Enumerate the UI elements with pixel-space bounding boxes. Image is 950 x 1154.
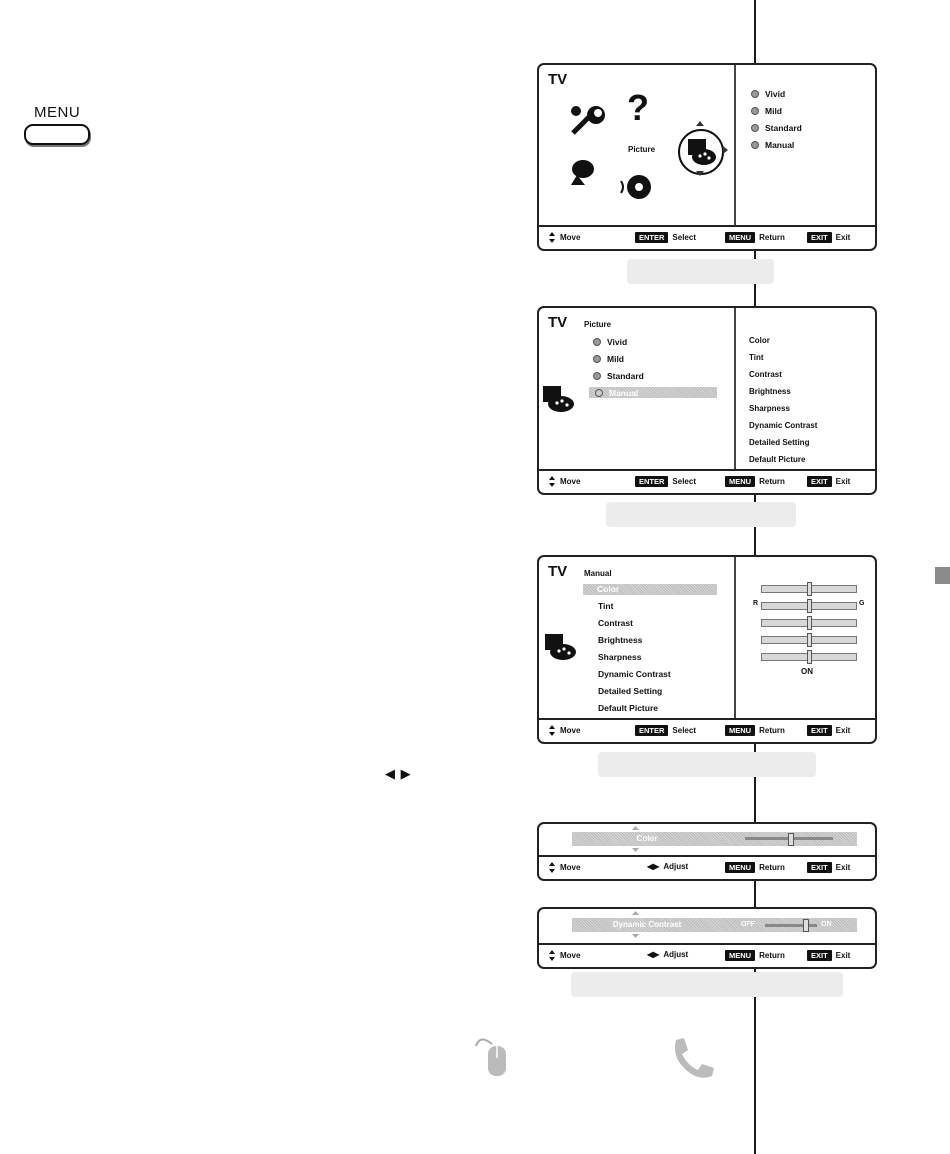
up-arrow-icon xyxy=(632,826,639,830)
list-item[interactable]: Dynamic Contrast xyxy=(749,421,818,430)
list-item[interactable]: Sharpness xyxy=(749,404,790,413)
menu-title: Manual xyxy=(584,569,612,578)
mouse-icon xyxy=(470,1034,512,1082)
switch-thumb[interactable] xyxy=(803,919,809,932)
osd-footer: Move ENTER Select MENU Return EXIT Exit xyxy=(539,469,875,493)
list-item[interactable]: Detailed Setting xyxy=(598,686,663,696)
list-item[interactable]: Contrast xyxy=(598,618,633,628)
tv-label: TV xyxy=(548,71,568,88)
setup-wrench-icon xyxy=(569,103,609,139)
tv-label: TV xyxy=(548,563,568,580)
tv-label: TV xyxy=(548,314,568,331)
brightness-slider xyxy=(761,636,857,644)
left-right-icon: ◀▶ xyxy=(647,862,660,871)
mode-item[interactable]: Vivid xyxy=(751,89,785,99)
menu-remote-button xyxy=(24,104,90,146)
list-item[interactable]: Default Picture xyxy=(749,455,806,464)
color-slider xyxy=(761,585,857,593)
caption-box xyxy=(571,972,843,997)
tint-left-label: R xyxy=(753,600,759,607)
mode-item[interactable]: Standard xyxy=(593,371,644,381)
osd-manual-menu xyxy=(537,555,877,744)
off-label: OFF xyxy=(741,921,755,928)
caption-box xyxy=(606,502,796,527)
audio-speaker-icon xyxy=(617,171,657,203)
mode-item[interactable]: Vivid xyxy=(593,337,627,347)
adjust-item-label: Color xyxy=(572,832,722,846)
mode-item[interactable]: Manual xyxy=(751,140,794,150)
dynamic-contrast-switch[interactable] xyxy=(721,918,857,932)
mode-item[interactable]: Mild xyxy=(593,354,624,364)
divider xyxy=(734,308,736,469)
list-item[interactable]: Default Picture xyxy=(598,703,658,713)
tint-slider xyxy=(761,602,857,610)
mode-item[interactable]: Standard xyxy=(751,123,802,133)
picture-icon-selected[interactable] xyxy=(678,129,724,175)
adjust-item-label: Dynamic Contrast xyxy=(572,918,722,932)
phone-icon xyxy=(668,1036,716,1082)
mode-item-selected[interactable]: Manual xyxy=(589,387,717,398)
osd-footer: Move ◀▶ Adjust MENU Return EXIT Exit xyxy=(539,855,875,879)
menu-button-shape xyxy=(24,124,90,145)
down-arrow-icon xyxy=(632,848,639,852)
satellite-dish-icon xyxy=(565,157,597,187)
list-item[interactable]: Tint xyxy=(598,601,614,611)
tint-right-label: G xyxy=(859,600,865,607)
down-arrow-icon xyxy=(632,934,639,938)
slider-thumb[interactable] xyxy=(788,833,794,846)
osd-color-adjust xyxy=(537,822,877,881)
osd-main-menu xyxy=(537,63,877,251)
caption-box xyxy=(598,752,816,777)
sharpness-slider xyxy=(761,653,857,661)
up-down-icon xyxy=(549,232,556,243)
osd-footer: Move ENTER Select MENU Return EXIT Exit xyxy=(539,718,875,742)
up-arrow-icon xyxy=(632,911,639,915)
list-item[interactable]: Brightness xyxy=(749,387,791,396)
list-item[interactable]: Dynamic Contrast xyxy=(598,669,671,679)
osd-dynamic-contrast-adjust xyxy=(537,907,877,969)
caption-box xyxy=(627,259,774,284)
osd-footer: Move ENTER Select MENU Return EXIT Exit xyxy=(539,225,875,249)
on-label: ON xyxy=(821,921,832,928)
picture-label: Picture xyxy=(628,145,656,154)
list-item[interactable]: Color xyxy=(749,336,770,345)
divider xyxy=(734,65,736,225)
color-adjust-slider[interactable] xyxy=(721,832,857,846)
list-item[interactable]: Sharpness xyxy=(598,652,642,662)
up-arrow-icon xyxy=(696,121,704,126)
list-item[interactable]: Tint xyxy=(749,353,764,362)
picture-palette-icon xyxy=(543,632,579,662)
contrast-slider xyxy=(761,619,857,627)
osd-footer: Move ◀▶ Adjust MENU Return EXIT Exit xyxy=(539,943,875,967)
down-arrow-icon xyxy=(696,171,704,176)
right-arrow-icon xyxy=(723,146,728,154)
picture-palette-icon xyxy=(680,131,722,173)
dynamic-contrast-value: ON xyxy=(801,667,813,676)
list-item[interactable]: Brightness xyxy=(598,635,643,645)
help-question-icon: ? xyxy=(627,87,649,128)
osd-picture-menu xyxy=(537,306,877,495)
list-item[interactable]: Detailed Setting xyxy=(749,438,810,447)
menu-button-label: MENU xyxy=(34,104,81,121)
mode-item[interactable]: Mild xyxy=(751,106,782,116)
left-right-arrow-icon: ◀ ▶ xyxy=(385,766,412,781)
menu-item-selected[interactable]: Color xyxy=(583,584,717,595)
list-item[interactable]: Contrast xyxy=(749,370,782,379)
picture-palette-icon xyxy=(541,384,577,414)
section-tab xyxy=(935,567,950,584)
menu-title: Picture xyxy=(584,320,612,329)
divider xyxy=(734,557,736,718)
